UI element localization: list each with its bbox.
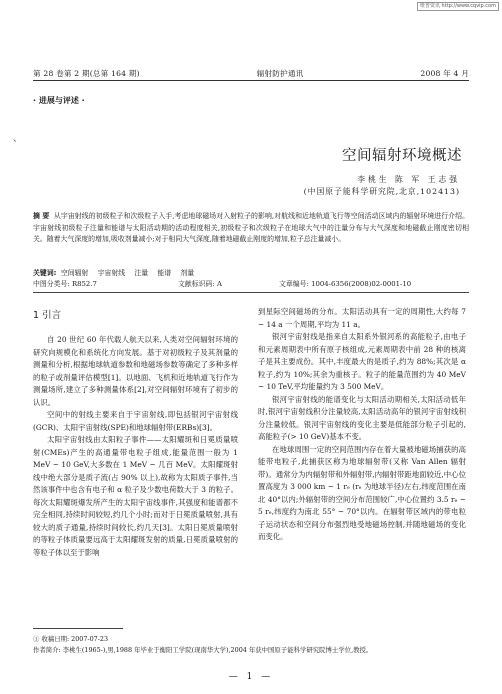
header-divider: [33, 80, 469, 81]
paragraph: 太阳宇宙射线由太阳粒子事件——太阳耀斑和日冕质量喷射(CMEs)产生的高通量带电粒子组成,能量范围一般为 1 MeV ~ 10 GeV,大多数在 1 MeV ~ 几百 MeV。太阳耀斑射线中绝大部分是质子流(占 90% 以上),故称为太阳质子事件,当然该事件中也含有电子和 α 粒子及少数电荷数大于 3 的粒子。每次太阳耀斑爆发所产生的太阳宇宙线事件,其强度和能谱都不完全相同,持续时间较短,约几个小时;而对于日冕质量喷射,具有较大的质子通量,持续时间较长,约几天[3]。太阳日冕质量喷射的等粒子体质量要远高于太阳耀斑发射的质量,日冕质量喷射的等粒子体以至于影响: [33, 435, 238, 557]
paragraph: 到星际空间磁场的分布。太阳活动具有一定的周期性,大约每 7 ~ 14 a 一个周期,平均为 11 a。: [258, 307, 466, 329]
keywords-label: 关键词:: [33, 269, 57, 277]
authors: 李桃生 陈 军 王志强: [357, 175, 460, 184]
paragraph: 自 20 世纪 60 年代载人航天以来,人类对空间辐射环境的研究向规模化和系统化方向发展。基于对初级粒子及其剂量的测量和分析,根据地球轨道参数和地磁场参数等确定了多种多样的粒子或剂量评估模型[1]。以地面、飞机和近地轨道飞行作为测量场所,建立了多种测量体系[2],对空间辐射环境有了初步的认识。: [33, 335, 238, 407]
abstract-text: 从宇宙射线的初级粒子和次级粒子入手,考虑地球磁场对入射粒子的影响,对航线和近地轨道飞行等空间活动区域内的辐射环境进行介绍。宇宙射线初级粒子注量和能谱与太阳活动期的活动程度相关,初级粒子和次级粒子在地球大气中的注量分布与大气深度和地磁截止刚度密切相关。随着大气深度的增加,吸收剂量减小;对于相同大气深度,随着地磁截止刚度的增加,粒子总注量减小。: [33, 212, 469, 243]
paragraph: 银河宇宙射线是指来自太阳系外银河系的高能粒子,由电子和元素周期表中所有原子核组成,元素周期表中前 28 种的核离子是其主要成份。其中,丰度最大的是质子,约为 88%;其次是 α 粒子,约为 10%;其余为重核子。粒子的能量范围约为 40 MeV ~ 10 TeV,平均能量约为 3 500 MeV。: [258, 332, 466, 391]
keyword: 注量: [134, 269, 149, 277]
article-number: 文章编号: 1004-6356(2008)02-0001-10: [279, 280, 412, 288]
keyword: 能谱: [157, 269, 172, 277]
clc-number: 中图分类号: R852.7: [33, 280, 97, 288]
section-heading: 1 引言: [33, 310, 62, 321]
received-date: ① 收稿日期: 2007-07-23: [33, 635, 109, 643]
body-column-left: [33, 334, 238, 559]
paragraph: 在地球周围一定的空间范围内存在着大量被地磁场捕获的高能带电粒子,此捕获区称为地球辐射带(又称 Van Allen 辐射带)。通常分为内辐射带和外辐射带,内辐射带距地面较近,中心位置高度为 3 000 km ~ 1 rₑ (rₑ 为地球半径)左右,纬度范围在南北 40°以内;外辐射带的空间分布范围较广,中心位置约 3.5 rₑ ~ 5 rₑ,纬度约为南北 55° ~ 70°以内。在辐射带区域内的带电粒子运动状态和空间分布强烈地受地磁场控制,并随地磁场的变化而变化。: [258, 444, 466, 541]
document-code: 文献标识码: A: [178, 280, 222, 288]
abstract: [33, 211, 469, 246]
footnote-divider: [33, 628, 123, 629]
article-title: 空间辐射环境概述: [342, 148, 462, 164]
source-watermark: 维普资讯 http://www.cqvip.com: [417, 2, 499, 11]
keywords: [33, 267, 201, 277]
journal-name: 辐射防护通讯: [256, 69, 304, 78]
keyword: 剂量: [180, 269, 195, 277]
section-tag: · 进展与评述 ·: [33, 96, 85, 105]
abstract-label: 摘 要: [33, 212, 50, 220]
paragraph: 空间中的射线主要来自于宇宙射线,即包括银河宇宙射线(GCR)、太阳宇宙射线(SPE)和地球辐射带(ERBs)[3]。: [33, 410, 238, 432]
body-column-right: [258, 306, 466, 544]
paragraph: 银河宇宙射线的能谱变化与太阳活动期相关,太阳活动低年时,银河宇宙射线积分注量较高,太阳活动高年的银河宇宙射线积分注量较低。银河宇宙射线的变化主要是低能部分粒子引起的,高能粒子(> 10 GeV)基本不变。: [258, 394, 466, 441]
affiliation: (中国原子能科学研究院,北京,102413): [303, 187, 460, 196]
running-header: [33, 68, 469, 79]
issue-info: 第 28 卷第 2 期(总第 164 期): [33, 69, 140, 78]
keyword: 空间辐射: [60, 269, 89, 277]
footnote: [33, 634, 469, 655]
page-number: — 1 —: [228, 672, 274, 682]
keyword: 宇宙射线: [97, 269, 126, 277]
issue-date: 2008 年 4 月: [420, 69, 469, 78]
classification-divider: [33, 292, 469, 293]
author-bio: 作者简介: 李桃生(1965-),男,1988 年毕业于衡阳工学院(现南华大学),2004 年获中国原子能科学研究院博士学位,教授。: [33, 645, 373, 654]
side-mark: 、: [13, 134, 23, 144]
